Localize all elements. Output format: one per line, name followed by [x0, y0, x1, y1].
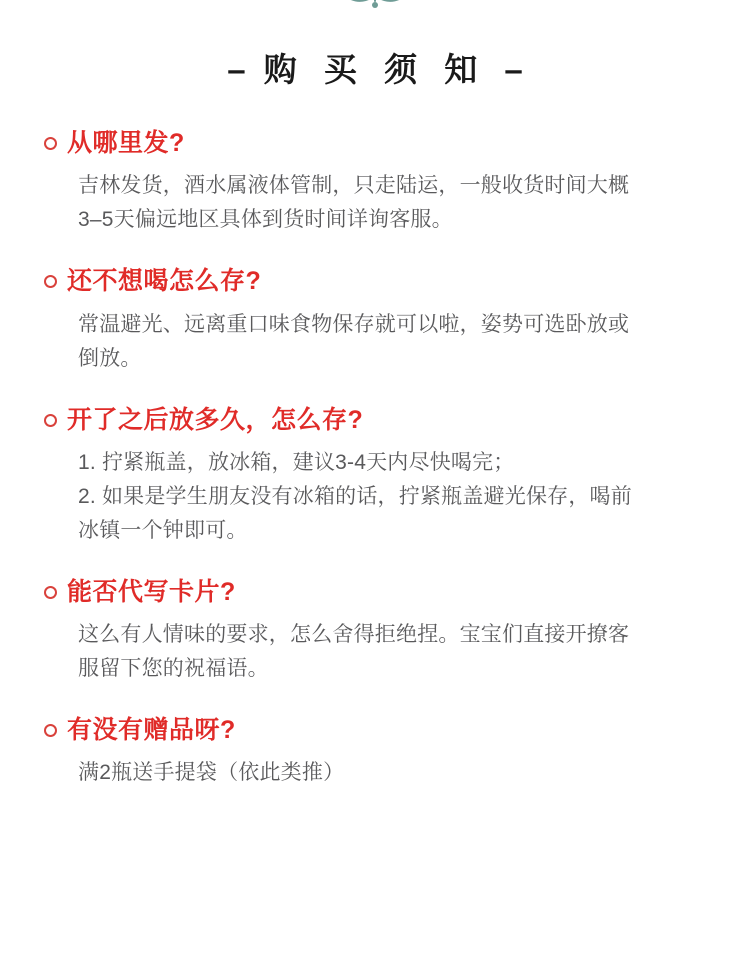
title-dash-right: – [504, 51, 523, 88]
faq-answer-line: 吉林发货，酒水属液体管制，只走陆运，一般收货时间大概 [78, 174, 630, 198]
faq-answer-line: 满2瓶送手提袋（依此类推） [78, 761, 345, 785]
faq-question: 能否代写卡片? [67, 577, 236, 606]
faq-answer-line: 倒放。 [78, 346, 142, 370]
faq-question-row [44, 263, 706, 299]
faq-question-row [44, 574, 706, 610]
circle-bullet-icon [44, 414, 57, 427]
faq-item [44, 263, 706, 375]
faq-answer-line: 3–5天偏远地区具体到货时间详询客服。 [78, 208, 453, 232]
faq-answer [78, 308, 706, 376]
faq-question-row [44, 712, 706, 748]
circle-bullet-icon [44, 137, 57, 150]
faq-question: 有没有赠品呀? [67, 716, 236, 745]
circle-bullet-icon [44, 724, 57, 737]
title-text: 购 买 须 知 [263, 51, 487, 88]
faq-answer [78, 169, 706, 237]
faq-answer-line: 冰镇一个钟即可。 [78, 518, 248, 542]
faq-answer-line: 1. 拧紧瓶盖，放冰箱，建议3-4天内尽快喝完； [78, 450, 515, 474]
faq-item [44, 574, 706, 686]
faq-question: 从哪里发? [67, 129, 185, 157]
faq-item [44, 125, 706, 237]
faq-question: 还不想喝怎么存? [67, 267, 262, 296]
circle-bullet-icon [44, 586, 57, 599]
faq-answer-line: 这么有人情味的要求，怎么舍得拒绝捏。宝宝们直接开撩客 [78, 623, 630, 647]
title-dash-left: – [227, 51, 246, 88]
circle-bullet-icon [44, 275, 57, 288]
faq-question: 开了之后放多久，怎么存? [67, 405, 364, 434]
faq-answer [78, 756, 706, 790]
faq-question-row [44, 125, 706, 161]
faq-list [0, 91, 750, 790]
faq-question-row [44, 402, 706, 438]
faq-item [44, 712, 706, 790]
faq-answer-line: 2. 如果是学生朋友没有冰箱的话，拧紧瓶盖避光保存，喝前 [78, 484, 632, 508]
leaf-ornament [0, 0, 750, 14]
faq-answer-line: 常温避光、远离重口味食物保存就可以啦，姿势可选卧放或 [78, 312, 630, 336]
faq-answer [78, 618, 706, 686]
faq-item [44, 402, 706, 548]
faq-answer [78, 446, 706, 548]
faq-answer-line: 服留下您的祝福语。 [78, 657, 269, 681]
